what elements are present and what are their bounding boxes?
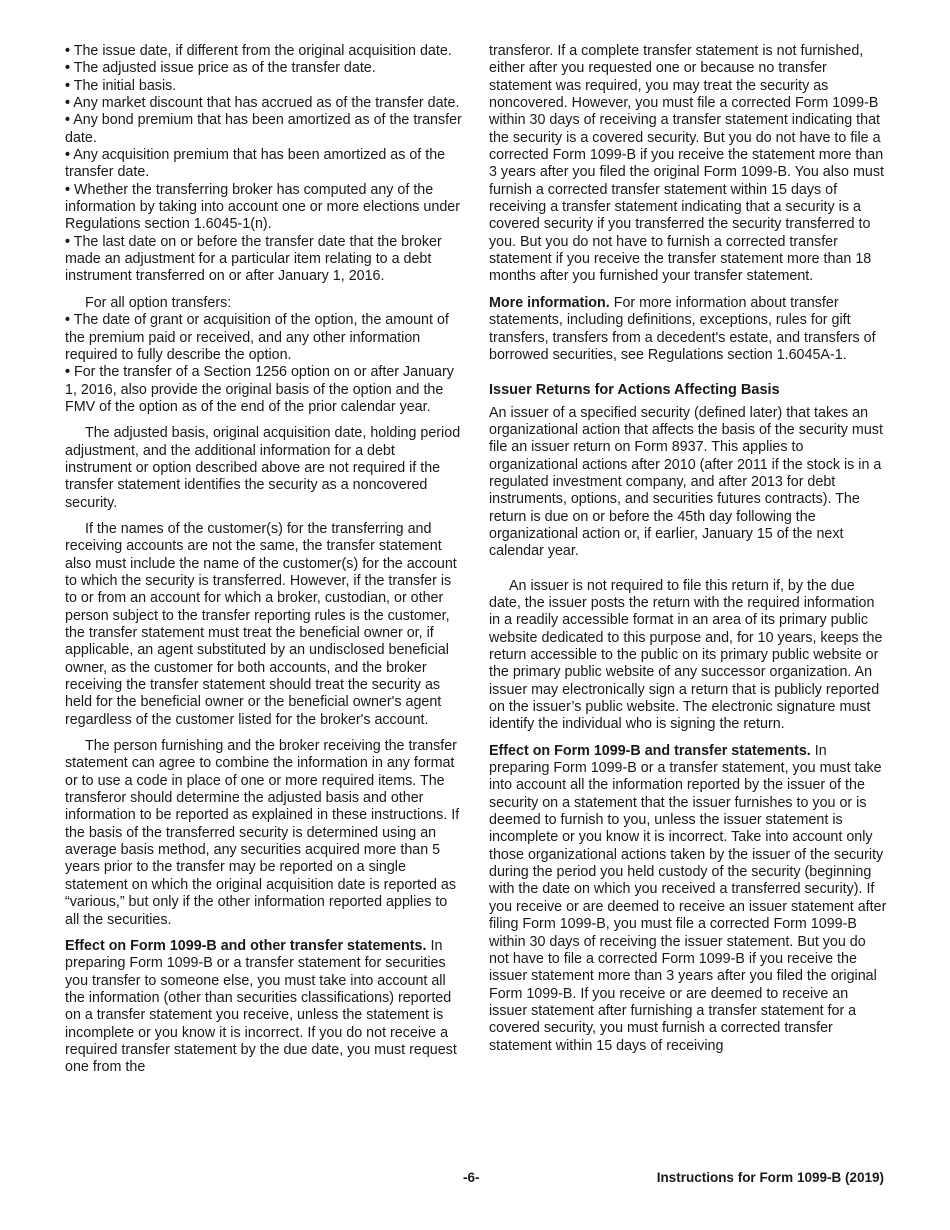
right-column — [489, 43, 887, 1055]
bullet-item: • Any market discount that has accrued as of the transfer date. — [65, 95, 460, 112]
bullet-item: • The initial basis. — [65, 77, 177, 94]
paragraph-effect-transfer-statements: Effect on Form 1099-B and transfer statements. In preparing Form 1099-B or a transfer statement, you must take into account all the information reported by the issuer of the security on a statement that the issuer furnishes to you or is deemed to furnish to you, unless the issuer statement is incomplete or you know it is incorrect. Take into account only those organizational actions taken by the issuer of the security during the period you held custody of the security (beginning with the date on which you received a transferred security). If you receive or are deemed to receive an issuer statement after filing Form 1099-B, you must file a corrected Form 1099-B within 30 days of receiving the issuer statement. But you do not have to file a corrected Form 1099-B if you receive the issuer statement more than 3 years after you filed the original Form 1099-B. If you receive or are deemed to receive an issuer statement after furnishing a transfer statement for a covered security, you must furnish a corrected transfer statement within 15 days of receiving — [489, 742, 887, 1054]
paragraph-adjusted-basis: The adjusted basis, original acquisition date, holding period adjustment, and the additional information for a debt instrument or option described above are not required if the transfer statement identifies the security as a noncovered security. — [65, 425, 461, 511]
run-in-heading: Effect on Form 1099-B and transfer statements. — [489, 742, 811, 759]
page-number: -6- — [463, 1170, 480, 1185]
paragraph-issuer: An issuer of a specified security (defined later) that takes an organizational action that affects the basis of the security must file an issuer return on Form 8937. This applies to organizational actions after 2010 (after 2011 if the stock is in a regulated investment company, and after 2013 for debt instruments, options, and securities futures contracts). The return is due on or before the 45th day following the organizational action or, if earlier, January 15 of the next calendar year. — [489, 404, 883, 560]
bullet-item: • The last date on or before the transfer date that the broker made an adjustment for a particular item relating to a debt instrument transferred on or after January 1, 2016. — [65, 233, 442, 285]
section-heading-issuer-returns: Issuer Returns for Actions Affecting Basis — [489, 382, 780, 399]
document-title: Instructions for Form 1099-B (2019) — [656, 1170, 884, 1185]
paragraph-person-furnishing: The person furnishing and the broker receiving the transfer statement can agree to combine the information in any format or to use a code in place of one or more required items. The transferor should determine the adjusted basis and other information to be reported as explained in these instructions. If the basis of the transferred security is determined using an average basis method, any securities acquired more than 5 years prior to the transfer may be reported on a single statement on which the original acquisition date is reported as “various,” but only if the other information reported applies to all the securities. — [65, 738, 460, 928]
bullet-item: • Any acquisition premium that has been amortized as of the transfer date. — [65, 147, 446, 181]
run-in-heading: More information. — [489, 294, 610, 311]
bullet-item: • Any bond premium that has been amortized as of the transfer date. — [65, 112, 462, 146]
paragraph-effect-other-transfer: Effect on Form 1099-B and other transfer statements. In preparing Form 1099-B or a transfer statement for securities you transfer to someone else, you must take into account all the information (other than securities classifications) reported on a transfer statement you receive, unless the statement is incomplete or you know it is incorrect. If you do not receive a required transfer statement by the due date, you must request one from the — [65, 937, 457, 1076]
bullet-item: • The issue date, if different from the original acquisition date. — [65, 43, 452, 59]
page-footer — [0, 1169, 950, 1189]
left-column — [65, 43, 463, 1077]
bullet-item: • The date of grant or acquisition of the option, the amount of the premium paid or received, and any other information required to fully describe the option. — [65, 312, 449, 363]
bullet-item: • Whether the transferring broker has computed any of the information by taking into account one or more elections under Regulations section 1.6045-1(n). — [65, 181, 460, 233]
paragraph-more-information: More information. For more information about transfer statements, including definitions, exceptions, rules for gift transfers, transfers from a decedent's estate, and transfers of borrowed securities, see Regulations section 1.6045A-1. — [489, 294, 876, 363]
bullet-item: • For the transfer of a Section 1256 option on or after January 1, 2016, also provide the original basis of the option and the FMV of the option as of the end of the prior calendar year. — [65, 364, 454, 415]
bullet-item: • The adjusted issue price as of the transfer date. — [65, 60, 376, 77]
paragraph-issuer-not-required: An issuer is not required to file this return if, by the due date, the issuer posts the return with the required information in a readily accessible format in an area of its primary public website dedicated to this purpose and, for 10 years, keeps the return accessible to the public on its primary public website or the primary public website of any successor organization. An issuer may electronically sign a return that is publicly reported on the issuer’s public website. The electronic signature must identify the individual who is signing the return. — [489, 577, 883, 733]
paragraph-customer-names: If the names of the customer(s) for the transferring and receiving accounts are not the same, the transfer statement also must include the name of the customer(s) for the account to which the security is transferred. However, if the transfer is to or from an account for which a broker, custodian, or other person subject to the transfer reporting rules is the customer, the transfer statement must treat the beneficial owner or, if applicable, an agent substituted by an undisclosed beneficial owner, as the customer for both accounts, and the broker receiving the transfer statement should treat the security as held for the beneficial owner or the beneficial owner's agent regardless of the customer listed for the broker's account. — [65, 520, 457, 728]
run-in-heading: Effect on Form 1099-B and other transfer statements. — [65, 937, 427, 954]
option-transfers-intro: For all option transfers: — [85, 294, 232, 311]
paragraph-transferor: transferor. If a complete transfer statement is not furnished, either after you requested one or because no transfer statement was required, you may treat the security as noncovered. However, you must file a corrected Form 1099-B within 30 days of receiving a transfer statement indicating that the security is a covered security. But you do not have to file a corrected Form 1099-B if you receive the statement more than 3 years after you filed the original Form 1099-B. You also must furnish a corrected transfer statement within 15 days of receiving a transfer statement indicating that a security is a covered security if you transferred the security transferred to you. But you do not have to furnish a corrected transfer statement if you receive the transfer statement more than 18 months after you furnished your transfer statement. — [489, 43, 884, 285]
